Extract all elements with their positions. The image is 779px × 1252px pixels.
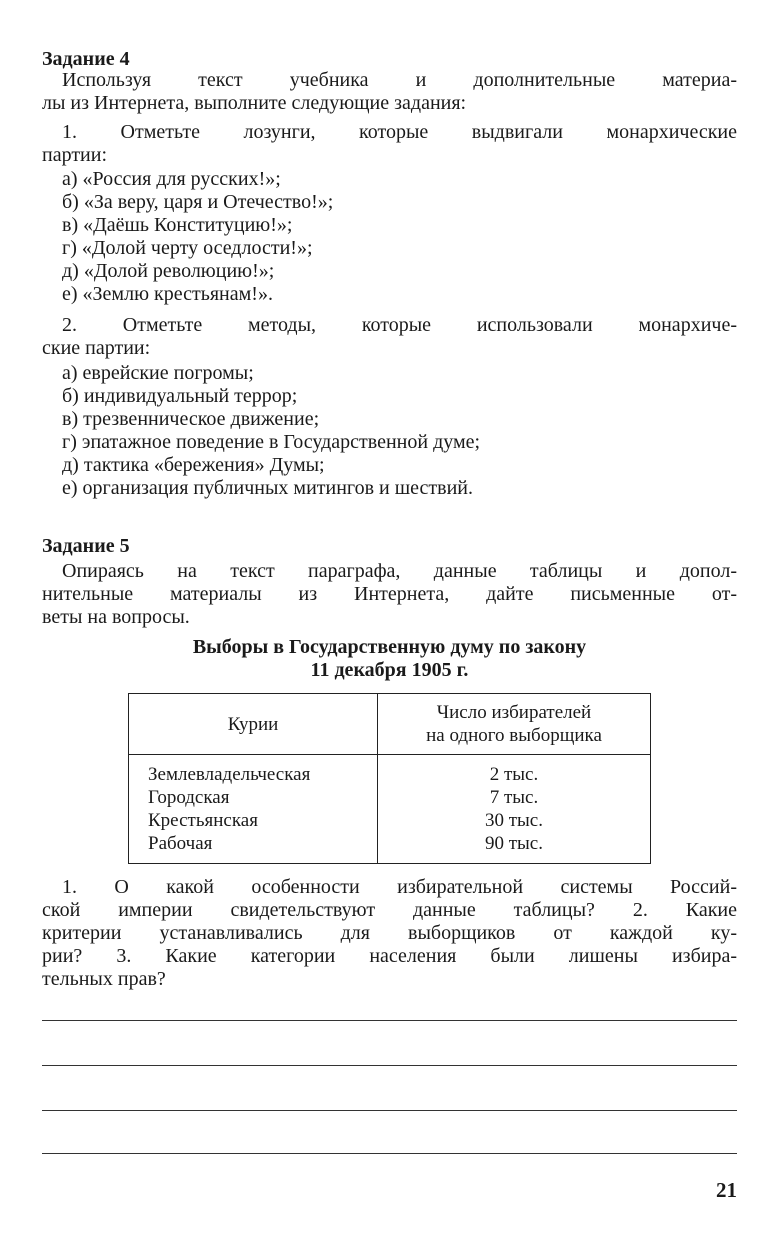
table-title: [128, 636, 651, 682]
list-item: в) «Даёшь Конституцию!»;: [62, 214, 293, 236]
text-line: лы из Интернета, выполните следующие задания:: [42, 92, 467, 114]
text-line: критерии устанавливались для выборщиков от каждой ку-: [42, 922, 737, 944]
list-item: е) организация публичных митингов и шествий.: [62, 477, 474, 499]
text-line: веты на вопросы.: [42, 606, 190, 628]
task5-title: Задание 5: [42, 535, 130, 557]
list-item: е) «Землю крестьянам!».: [62, 283, 273, 305]
list-item: г) «Долой черту оседлости!»;: [62, 237, 313, 259]
text-line: Опираясь на текст параграфа, данные таблицы и допол-: [62, 560, 737, 582]
list-item: д) тактика «бережения» Думы;: [62, 454, 325, 476]
task4-intro: [42, 69, 737, 115]
task4-title: Задание 4: [42, 48, 130, 70]
list-item: 11 декабря 1905 г.: [310, 659, 469, 681]
list-item: д) «Долой революцию!»;: [62, 260, 275, 282]
table-cell-value: 2 тыс.: [489, 764, 539, 785]
list-item: Выборы в Государственную думу по закону: [192, 636, 587, 658]
list-item: в) трезвенническое движение;: [62, 408, 320, 430]
task4-question2-options: [62, 362, 737, 500]
table-cell-curia: Городская: [148, 787, 230, 808]
table-cell-curia: Крестьянская: [148, 810, 258, 831]
list-item: б) «За веру, царя и Отечество!»;: [62, 191, 334, 213]
text-line: 2. Отметьте методы, которые использовали монархиче-: [62, 314, 737, 336]
table-cell-curia: Землевладельческая: [148, 764, 311, 785]
table-cell-value: 90 тыс.: [484, 833, 543, 854]
list-item: а) еврейские погромы;: [62, 362, 254, 384]
list-item: б) индивидуальный террор;: [62, 385, 298, 407]
value-column: [378, 755, 651, 864]
elections-table: [128, 693, 651, 864]
table-cell-value: 30 тыс.: [484, 810, 543, 831]
table-header-row: [129, 694, 651, 755]
table-cell-curia: Рабочая: [148, 833, 213, 854]
header-line: Число избирателей: [436, 702, 592, 723]
task5-questions: [42, 876, 737, 991]
page-number: 21: [716, 1178, 737, 1202]
list-item: г) эпатажное поведение в Государственной думе;: [62, 431, 481, 453]
task4-question2: [42, 314, 737, 360]
text-line: партии:: [42, 144, 108, 166]
header-curia: Курии: [129, 694, 378, 755]
text-line: нительные материалы из Интернета, дайте письменные от-: [42, 583, 737, 605]
task4-question1: [42, 121, 737, 167]
task5-intro: [42, 560, 737, 629]
text-line: ские партии:: [42, 337, 151, 359]
answer-line[interactable]: [42, 1020, 737, 1021]
table-body-row: [129, 755, 651, 864]
answer-line[interactable]: [42, 1110, 737, 1111]
text-line: Используя текст учебника и дополнительные материа-: [62, 69, 737, 91]
text-line: тельных прав?: [42, 968, 166, 990]
list-item: а) «Россия для русских!»;: [62, 168, 281, 190]
header-line: на одного выборщика: [426, 725, 602, 746]
task4-question1-options: [62, 168, 737, 306]
text-line: ской империи свидетельствуют данные таблицы? 2. Какие: [42, 899, 737, 921]
header-voters-per-elector: [378, 694, 651, 755]
text-line: рии? 3. Какие категории населения были лишены избира-: [42, 945, 737, 967]
table-cell-value: 7 тыс.: [489, 787, 539, 808]
answer-line[interactable]: [42, 1153, 737, 1154]
curia-column: [129, 755, 378, 864]
answer-line[interactable]: [42, 1065, 737, 1066]
text-line: 1. Отметьте лозунги, которые выдвигали монархические: [62, 121, 737, 143]
text-line: 1. О какой особенности избирательной системы Россий-: [62, 876, 737, 898]
